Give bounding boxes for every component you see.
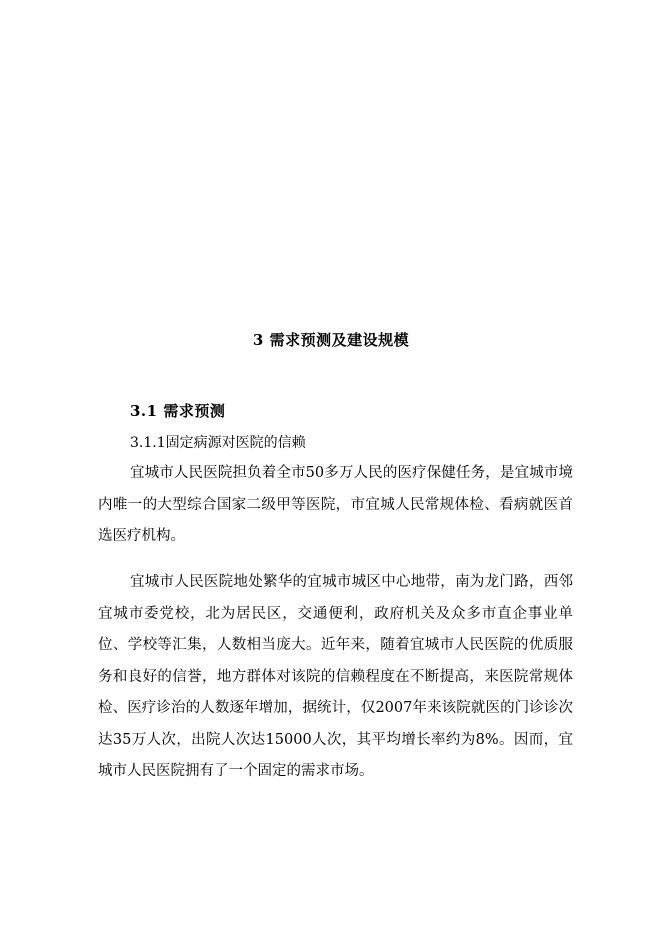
- body-paragraph: 宜城市人民医院担负着全市50多万人民的医疗保健任务，是宜城市境内唯一的大型综合国家二级甲等医院，市宜城人民常规体检、看病就医首选医疗机构。: [98, 465, 573, 544]
- subsection-heading: 3.1.1固定病源对医院的信赖: [130, 435, 306, 451]
- body-paragraph: 宜城市人民医院地处繁华的宜城市城区中心地带，南为龙门路，西邻宜城市委党校，北为居民区，交通便利，政府机关及众多市直企事业单位、学校等汇集，人数相当庞大。近年来，随着宜城市人民医院的优质服务和良好的信誉，地方群体对该院的信赖程度在不断提高，来医院常规体检、医疗诊治的人数逐年增加，据统计，仅2007年来该院就医的门诊诊次达35万人次，出院人次达15000人次，其平均增长率约为8%。因而，宜城市人民医院拥有了一个固定的需求市场。: [98, 574, 573, 779]
- chapter-title: 3 需求预测及建设规模: [252, 331, 410, 349]
- section-heading: 3.1 需求预测: [130, 402, 226, 420]
